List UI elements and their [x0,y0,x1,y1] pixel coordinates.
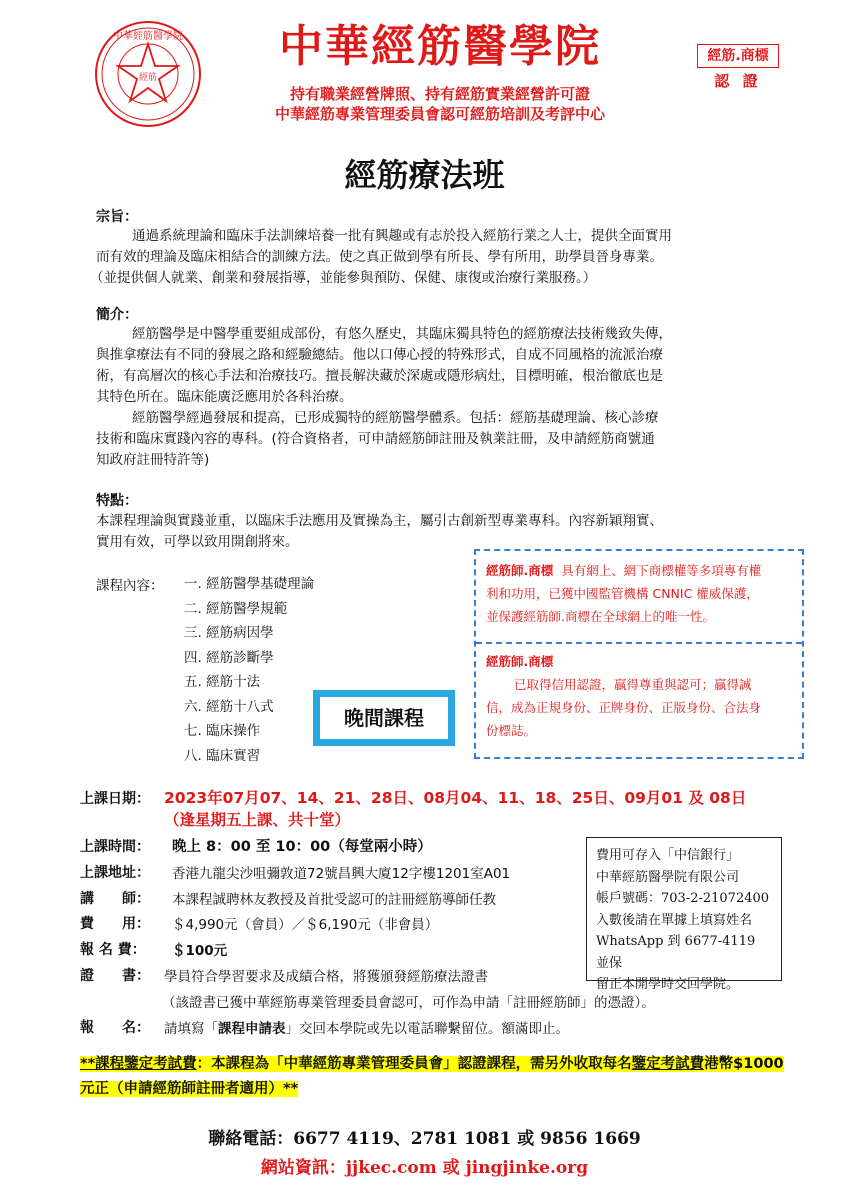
purpose-body [90,226,776,289]
contact-website: 網站資訊：jjkec.com 或 jingjinke.org [260,1158,589,1178]
purpose-heading: 宗旨： [96,209,138,225]
header-subtitle-1: 持有職業經營牌照、持有經筋實業經營許可證 [289,85,590,103]
teacher-label: 講 師： [80,891,150,907]
institute-name: 中華經筋醫學院 [279,21,601,72]
contact-phone: 聯絡電話：6677 4119、2781 1081 或 9856 1669 [208,1129,641,1149]
time-label: 上課時間： [80,839,150,855]
course-title: 經筋療法班 [344,156,505,194]
payment-line: WhatsApp 到 6677-4119 並保 [596,934,756,971]
features-line: 實用有效，可學以致用開創將來。 [96,534,299,550]
payment-line: 帳戶號碼：703-2-21072400 [596,891,770,906]
evening-course-label: 晚間課程 [320,697,448,739]
intro-line: 其特色所在。臨床能廣泛應用於各科治療。 [96,389,353,405]
phone-numbers: 6677 4119、2781 1081 或 9856 1669 [293,1129,641,1149]
payment-line: 留正本開學時交回學院。 [596,977,740,992]
purpose-line: （並提供個人就業、創業和發展指導，並能參與預防、保健、康復或治療行業服務。） [90,270,597,286]
trademark-part2 [486,650,794,742]
trademark-part1-title: 經筋師.商標 [486,563,554,578]
cert-label: 認 證 [714,72,762,90]
course-item: 二. 經筋醫學規範 [184,600,288,617]
institute-seal-logo [94,20,202,128]
trademark-part2-line: 信，成為正規身份、正牌身份、正版身份、合法身 [486,700,762,715]
intro-line: 與推拿療法有不同的發展之路和經驗總結。他以口傳心授的特殊形式，自成不同風格的流派治療 [96,347,663,363]
trademark-cert-box: 經筋.商標 [697,44,779,68]
evening-course-badge [313,690,455,746]
cert-label: 證 書： [80,968,150,984]
intro-line: 經筋醫學經過發展和提高，已形成獨特的經筋醫學體系。包括：經筋基礎理論、核心診療 [132,410,659,426]
fee-value: ＄4,990元（會員）／＄6,190元（非會員） [172,917,439,933]
time-value: 晚上 8：00 至 10：00（每堂兩小時） [172,839,432,855]
course-content-label: 課程內容： [96,578,164,594]
trademark-box-divider [476,642,802,644]
features-body [96,511,776,553]
application-form-name: 課程申請表 [218,1021,286,1037]
purpose-line: 通過系統理論和臨床手法訓練培養一批有興趣或有志於投入經筋行業之人士，提供全面實用 [132,228,672,244]
reg-fee-value: ＄100元 [172,943,228,959]
trademark-part2-title: 經筋師.商標 [486,654,554,669]
intro-line: 知政府註冊特許等) [96,452,210,468]
payment-line: 中華經筋醫學院有限公司 [596,869,740,885]
intro-body [96,324,776,471]
features-heading: 特點： [96,493,138,509]
course-item: 六. 經筋十八式 [184,698,274,715]
trademark-part1 [486,559,794,628]
course-item: 一. 經筋醫學基礎理論 [184,576,315,592]
address-value: 香港九龍尖沙咀彌敦道72號昌興大廈12字樓1201室A01 [172,866,511,882]
date-value: 2023年07月07、14、21、28日、08月04、11、18、25日、09月01 及 08日 [164,789,747,807]
date-label: 上課日期： [80,791,150,807]
payment-line: 入數後請在單據上填寫姓名 [596,912,753,928]
course-item: 七. 臨床操作 [184,723,261,739]
reg-fee-label: 報 名 費： [80,942,146,958]
course-item: 三. 經筋病因學 [184,625,274,641]
payment-info-box [586,837,782,992]
course-item: 八. 臨床實習 [184,747,261,764]
trademark-part1-line: 具有網上、網下商標權等多項專有權 [561,563,762,578]
intro-line: 經筋醫學是中醫學重要組成部份，有悠久歷史，其臨床獨具特色的經筋療法技術幾致失傳， [132,326,672,342]
header-subtitle-2: 中華經筋專業管理委員會認可經筋培訓及考評中心 [274,105,605,123]
course-item: 五. 經筋十法 [184,674,261,690]
date-note: （逢星期五上課、共十堂） [164,811,351,829]
apply-value: 請填寫「課程申請表」交回本學院或先以電話聯繫留位。額滿即止。 [164,1021,569,1037]
teacher-value: 本課程誠聘林友教授及首批受認可的註冊經筋導師任教 [172,892,496,908]
trademark-part2-line: 已取得信用認證，贏得尊重與認可；贏得誠 [514,677,752,692]
payment-line: 費用可存入「中信銀行」 [596,848,740,863]
website-links[interactable]: jjkec.com 或 jingjinke.org [345,1158,589,1178]
course-item: 四. 經筋診斷學 [184,649,274,666]
trademark-part2-line: 份標誌。 [486,723,537,738]
trademark-part1-line: 並保護經筋師.商標在全球網上的唯一性。 [486,609,715,624]
cert-value: 學員符合學習要求及成績合格，將獲頒發經筋療法證書 [164,969,488,985]
course-content-list [184,572,314,768]
features-line: 本課程理論與實踐並重，以臨床手法應用及實操為主，屬引古創新型專業專科。內容新穎翔實、 [96,513,663,529]
intro-line: 技術和臨床實踐內容的專科。(符合資格者，可申請經筋師註冊及執業註冊，及申請經筋商號通 [96,431,655,447]
seal-center-text: 經筋 [138,73,158,83]
apply-label: 報 名： [80,1020,150,1036]
purpose-line: 而有效的理論及臨床相結合的訓練方法。使之真正做到學有所長、學有所用，助學員晉身專業。 [96,249,663,265]
cert-note: （該證書已獲中華經筋專業管理委員會認可，可作為申請「註冊經筋師」的憑證）。 [162,995,655,1011]
intro-line: 術，有高層次的核心手法和治療技巧。擅長解決藏於深處或隱形病灶，目標明確，根治徹底也是 [96,368,663,384]
intro-heading: 簡介： [96,307,138,323]
svg-text:中華經筋醫學院: 中華經筋醫學院 [113,31,183,42]
trademark-info-box [474,549,804,759]
exam-fee-note: **課程鑒定考試費：本課程為「中華經筋專業管理委員會」認證課程，需另外收取每名鑒定考試費港幣$1000元正（申請經筋師註冊者適用）** [80,1056,784,1097]
fee-label: 費 用： [80,916,150,932]
trademark-part1-line: 利和功用，已獲中國監管機構 CNNIC 權威保護， [486,586,759,601]
address-label: 上課地址： [80,865,150,881]
